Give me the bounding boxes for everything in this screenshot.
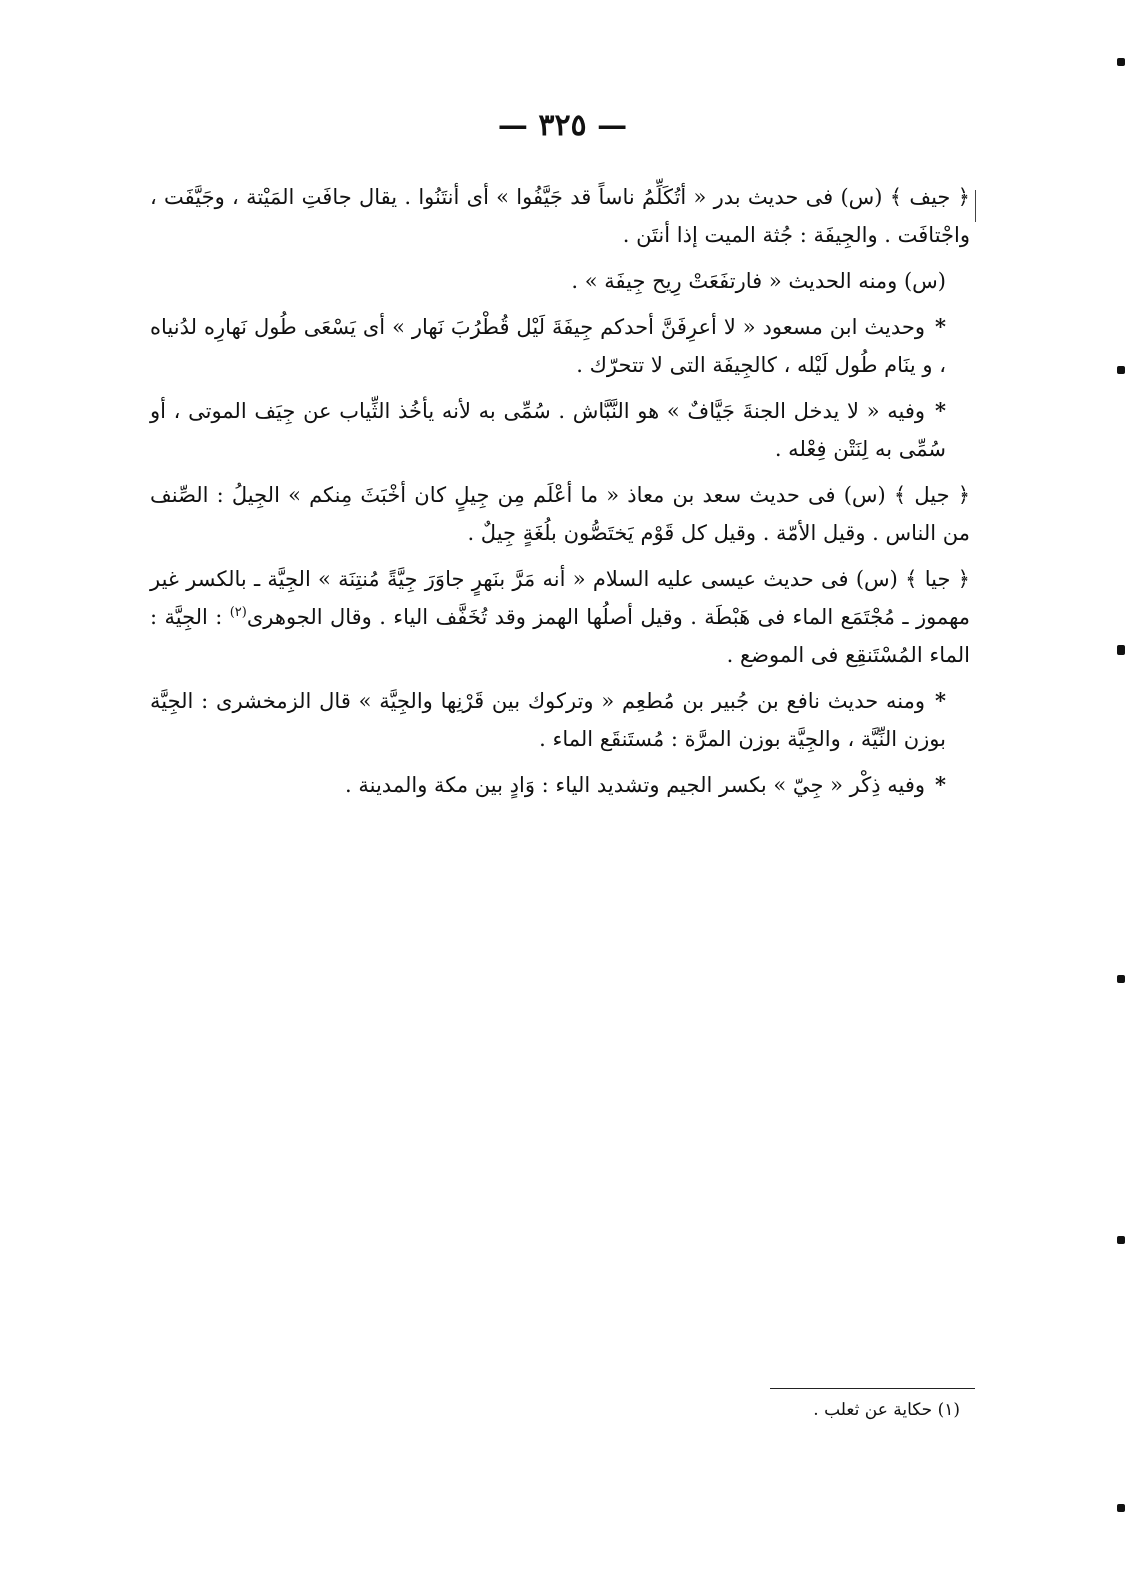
binding-hole-mark (1117, 645, 1125, 655)
footnote-reference: (٢) (229, 605, 247, 620)
binding-hole-mark (1117, 366, 1125, 374)
asterisk-marker: * (935, 688, 946, 713)
paragraph-text: (س) ومنه الحديث « فارتفَعَتْ رِيح جِيفَة » . (571, 269, 946, 293)
entry-jya (150, 560, 970, 674)
paragraph-text: ﴿ جيل ﴾ (س) فى حديث سعد بن معاذ « ما أعْلَم مِن جِيلٍ كان أخْبَثَ مِنكم » الجِيلُ : الصِّنف من الناس . وقيل الأمّة . وقيل كل قَوْم يَختَصُّون بلُغَةٍ جِيلٌ . (150, 483, 970, 545)
binding-hole-mark (1117, 1504, 1125, 1512)
margin-bar (975, 190, 976, 222)
entry-jyf (150, 178, 970, 254)
paragraph-text: ومنه حديث نافع بن جُبير بن مُطعِم « وتركوك بين قَرْنِها والجِيَّة » قال الزمخشرى : الجِيَّة بوزن النِّيَّة ، والجِيَّة بوزن المرَّة : مُستَنقَع الماء . (150, 689, 946, 751)
main-text (150, 178, 970, 812)
footnote: (١) حكاية عن ثعلب . (813, 1400, 960, 1420)
paragraph (150, 766, 970, 804)
binding-hole-mark (1117, 1236, 1125, 1244)
paragraph (150, 392, 970, 468)
paragraph-text: وفيه ذِكْر « جِيّ » بكسر الجيم وتشديد الياء : وَادٍ بين مكة والمدينة . (345, 773, 926, 797)
page-number: — ٣٢٥ — (497, 108, 628, 143)
asterisk-marker: * (935, 398, 946, 423)
asterisk-marker: * (935, 314, 946, 339)
footnote-divider (770, 1388, 975, 1389)
paragraph (150, 682, 970, 758)
paragraph-text: وفيه « لا يدخل الجنةَ جَيَّافٌ » هو النَّبَّاش . سُمِّى به لأنه يأخُذ الثِّياب عن جِيَف الموتى ، أو سُمِّى به لِنَتْن فِعْله . (150, 399, 946, 461)
binding-hole-mark (1117, 58, 1125, 66)
paragraph (150, 262, 970, 300)
paragraph-text-tail: : الجِيَّة : الماء المُسْتَنقِع فى الموضع . (150, 605, 970, 667)
paragraph-text: ﴿ جيا ﴾ (س) فى حديث عيسى عليه السلام « أنه مَرَّ بنَهرٍ جاوَرَ جِيَّةً مُنتِنَة » الجِيَّة ـ بالكسر غير مهموز ـ مُجْتَمَع الماء فى هَبْطَة . وقيل أصلُها الهمز وقد تُخَفَّف الياء . وقال الجوهرى (150, 567, 970, 629)
paragraph-text: وحديث ابن مسعود « لا أعرِفَنَّ أحدكم جِيفَةَ لَيْل قُطْرُبَ نَهار » أى يَسْعَى طُول نَهارِه لدُنياه ، و ينَام طُول لَيْله ، كالجِيفَة التى لا تتحرّك . (150, 315, 946, 377)
paragraph (150, 308, 970, 384)
paragraph-text: ﴿ جيف ﴾ (س) فى حديث بدر « أتُكَلِّمُ ناساً قد جَيَّفُوا » أى أنتَنُوا . يقال جافَتِ المَيْتة ، وجَيَّفَت ، واجْتافَت . والجِيفَة : جُثة الميت إذا أنتَن . (150, 185, 970, 247)
binding-hole-mark (1117, 975, 1125, 983)
asterisk-marker: * (935, 772, 946, 797)
entry-jyl (150, 476, 970, 552)
